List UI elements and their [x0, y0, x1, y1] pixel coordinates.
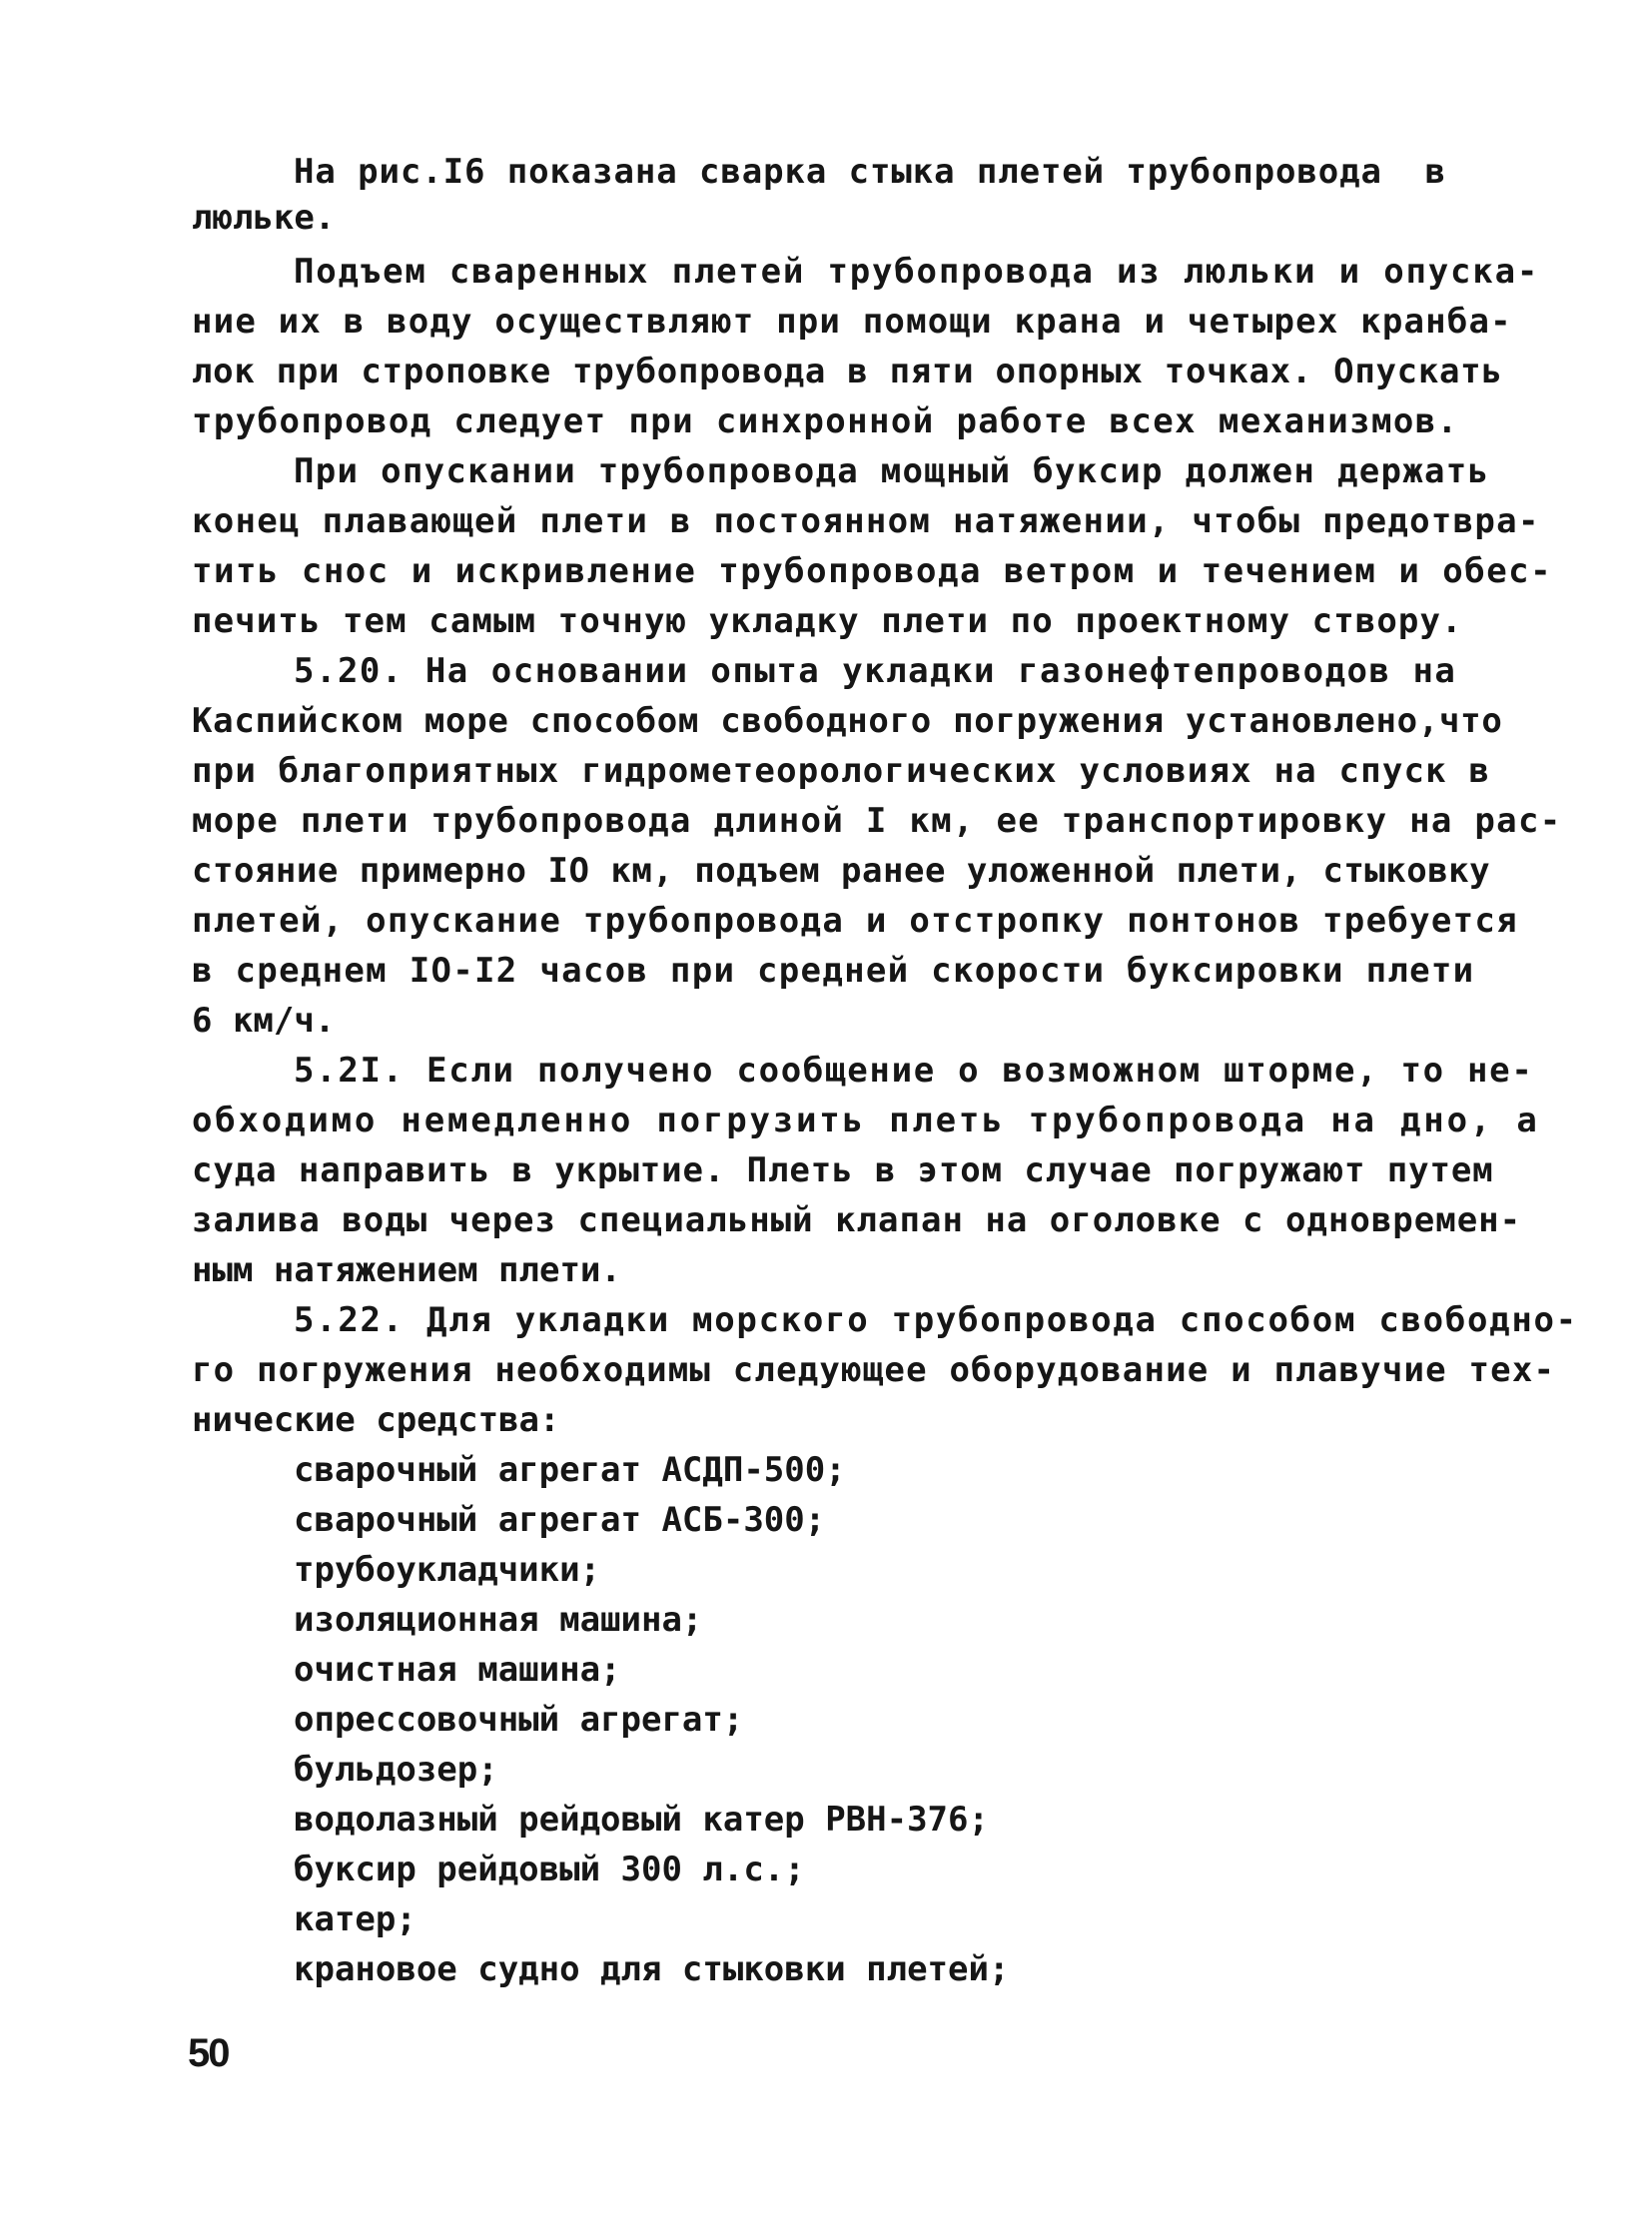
list-item: изоляционная машина;	[294, 1600, 703, 1640]
text-line: го погружения необходимы следующее оборудование и плавучие тех-	[192, 1350, 1556, 1390]
text-line: залива воды через специальный клапан на оголовке с одновремен-	[192, 1200, 1522, 1240]
list-item: бульдозер;	[294, 1750, 498, 1790]
list-item: очистная машина;	[294, 1650, 621, 1690]
list-item: катер;	[294, 1899, 416, 1939]
text-line: при благоприятных гидрометеорологических условиях на спуск в	[192, 751, 1491, 791]
text-line: трубопровод следует при синхронной работе всех механизмов.	[192, 401, 1459, 441]
text-line: конец плавающей плети в постоянном натяжении, чтобы предотвра-	[192, 501, 1540, 541]
list-item: сварочный агрегат АСДП-500;	[294, 1450, 846, 1490]
text-line: тить снос и искривление трубопровода ветром и течением и обес-	[192, 551, 1553, 591]
text-line: При опускании трубопровода мощный буксир должен держать	[294, 451, 1490, 491]
text-line: 5.22. Для укладки морского трубопровода способом свободно-	[294, 1300, 1578, 1340]
page-number: 50	[188, 2031, 229, 2075]
list-item: трубоукладчики;	[294, 1550, 601, 1590]
text-line: Подъем сваренных плетей трубопровода из люльки и опуска-	[294, 252, 1540, 292]
list-item: водолазный рейдовый катер РВН-376;	[294, 1800, 989, 1840]
text-line: ным натяжением плети.	[192, 1250, 621, 1290]
text-line: На рис.I6 показана сварка стыка плетей трубопровода в	[294, 152, 1446, 192]
list-item: крановое судно для стыковки плетей;	[294, 1949, 1010, 1989]
text-line: суда направить в укрытие. Плеть в этом случае погружают путем	[192, 1150, 1494, 1190]
text-line: ние их в воду осуществляют при помощи крана и четырех кранба-	[192, 302, 1512, 342]
text-line: стояние примерно IO км, подъем ранее уложенной плети, стыковку	[192, 851, 1491, 891]
text-line: люльке.	[192, 198, 336, 238]
text-line: лок при строповке трубопровода в пяти опорных точках. Опускать	[192, 352, 1503, 391]
list-item: сварочный агрегат АСБ-300;	[294, 1500, 826, 1540]
text-line: нические средства:	[192, 1400, 560, 1440]
list-item: опрессовочный агрегат;	[294, 1700, 744, 1740]
text-line: море плети трубопровода длиной I км, ее транспортировку на рас-	[192, 801, 1562, 841]
text-line: 6 км/ч.	[192, 1001, 336, 1041]
text-line: печить тем самым точную укладку плети по проектному створу.	[192, 601, 1463, 641]
text-line: в среднем IO-I2 часов при средней скорости буксировки плети	[192, 951, 1475, 991]
text-line: Каспийском море способом свободного погружения установлено,что	[192, 701, 1503, 741]
list-item: буксир рейдовый 300 л.с.;	[294, 1850, 805, 1889]
text-line: 5.2I. Если получено сообщение о возможном шторме, то не-	[294, 1051, 1534, 1091]
text-line: обходимо немедленно погрузить плеть трубопровода на дно, а	[192, 1101, 1540, 1140]
text-line: 5.20. На основании опыта укладки газонефтепроводов на	[294, 651, 1457, 691]
text-line: плетей, опускание трубопровода и отстропку понтонов требуется	[192, 901, 1518, 941]
